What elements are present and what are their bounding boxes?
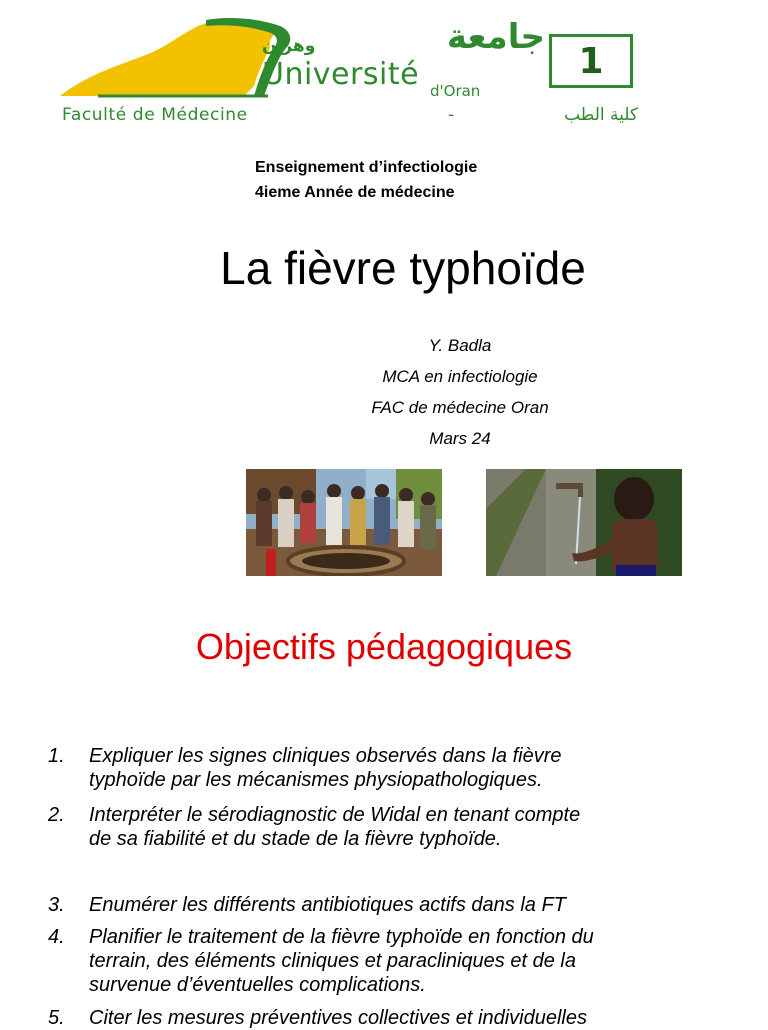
author-role: MCA en infectiologie (382, 367, 538, 386)
faculty-name-fr: Faculté de Médecine (62, 105, 248, 125)
university-number-badge: 1 (549, 34, 633, 88)
author-name: Y. Badla (428, 336, 492, 355)
objective-number: 4. (48, 926, 65, 948)
objective-line: Enumérer les différents antibiotiques actifs dans la FT (89, 894, 566, 916)
faculty-name-ar: كلية الطب (564, 105, 638, 125)
child-washing-hands-illustration (486, 469, 682, 576)
faculty-line (62, 104, 642, 126)
objective-text (89, 1006, 759, 1030)
objective-text (89, 893, 759, 917)
university-name: Université (262, 57, 420, 92)
objective-line: de sa fiabilité et du stade de la fièvre typhoïde. (89, 828, 502, 850)
objective-line: Interpréter le sérodiagnostic de Widal en tenant compte (89, 804, 581, 826)
objective-line: Planifier le traitement de la fièvre typhoïde en fonction du (89, 926, 594, 948)
course-info (255, 155, 477, 205)
objective-number: 5. (48, 1007, 65, 1029)
objective-text (89, 925, 759, 997)
objective-number: 2. (48, 804, 65, 826)
objective-text (89, 744, 759, 792)
author-date: Mars 24 (429, 429, 491, 448)
objective-line: terrain, des éléments cliniques et paracliniques et de la (89, 950, 576, 972)
course-line-1: Enseignement d’infectiologie (255, 159, 478, 176)
objective-line: Expliquer les signes cliniques observés dans la fièvre (89, 745, 562, 767)
author-block (310, 330, 610, 454)
child-washing-hands-photo (486, 469, 682, 576)
course-line-2: 4ieme Année de médecine (255, 184, 455, 201)
objective-number: 1. (48, 745, 65, 767)
objective-number: 3. (48, 894, 65, 916)
objective-line: typhoïde par les mécanismes physiopathologiques. (89, 769, 543, 791)
city-name: d'Oran (430, 82, 481, 100)
author-faculty: FAC de médecine Oran (371, 398, 549, 417)
faculty-separator: - (448, 105, 455, 125)
arabic-city-name: وهران (262, 36, 316, 56)
arabic-university-name: جامعة (446, 17, 545, 57)
objectives-title: Objectifs pédagogiques (195, 626, 573, 667)
group-at-well-illustration (246, 469, 442, 576)
page-title: La fièvre typhoïde (220, 242, 586, 294)
objective-line: Citer les mesures préventives collectives et individuelles (89, 1007, 587, 1029)
objective-line: survenue d’éventuelles complications. (89, 974, 426, 996)
yellow-map-shape (60, 21, 280, 96)
objective-text (89, 803, 759, 851)
group-at-well-photo (246, 469, 442, 576)
